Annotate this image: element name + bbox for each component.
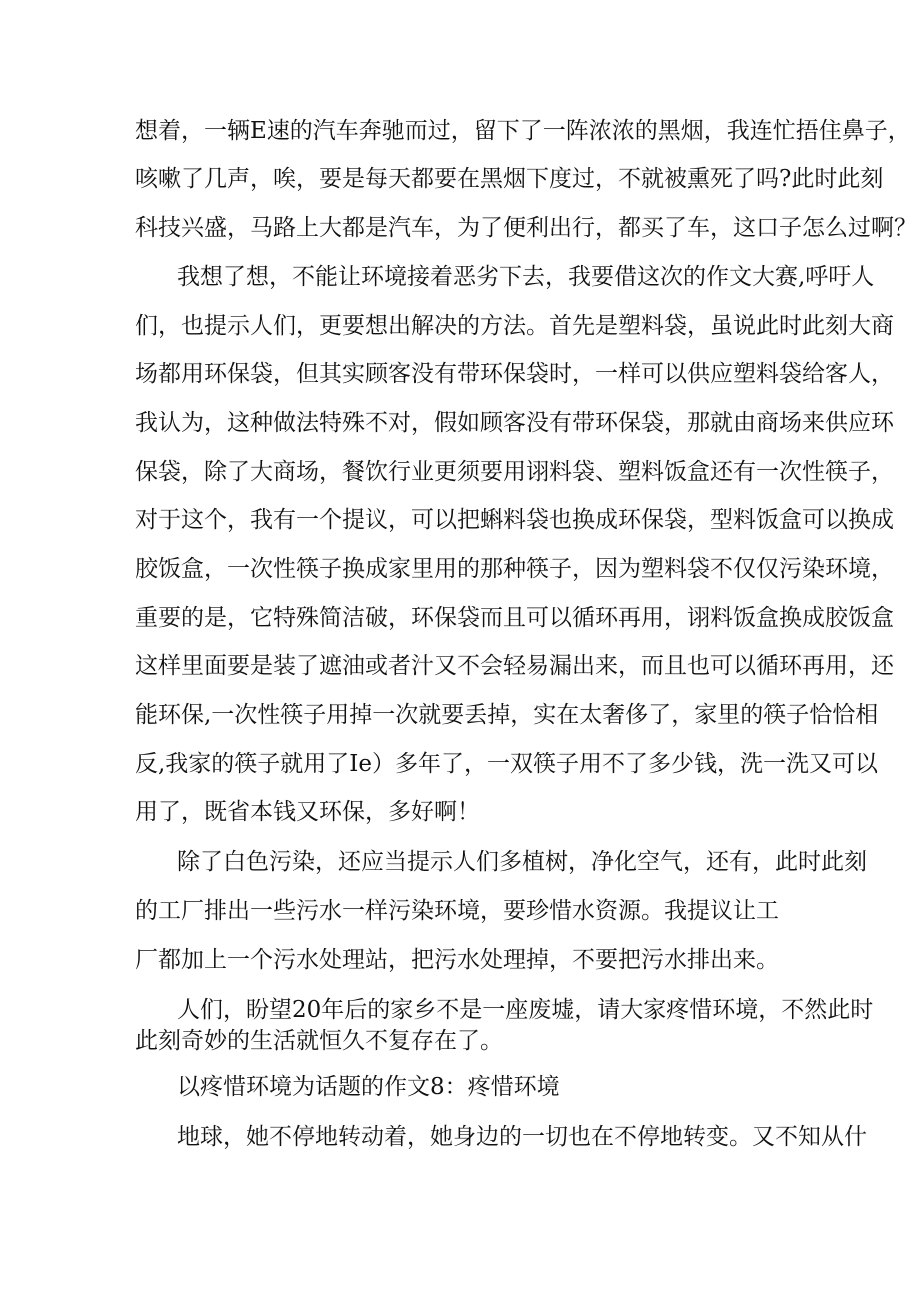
text-line: 对于这个，我有一个提议，可以把蝌料袋也换成环保袋，型料饭盒可以换成 (135, 507, 894, 533)
text-line: 场都用环保袋，但其实顾客没有带环保袋时，一样可以供应塑料袋给客人， (135, 361, 894, 387)
text-line: 地球，她不停地转动着，她身边的一切也在不停地转变。又不知从什 (177, 1124, 867, 1150)
text-line: 们，也提示人们，更要想出解决的方法。首先是塑料袋，虽说此时此刻大商 (135, 313, 894, 339)
text-line: 我想了想，不能让环境接着恶劣下去，我要借这次的作文大赛,呼吁人 (177, 264, 875, 290)
text-line: 保袋，除了大商场，餐饮行业更须要用诩料袋、塑料饭盒还有一次性筷子， (135, 459, 894, 485)
text-line: 此刻奇妙的生活就恒久不复存在了。 (135, 1028, 503, 1054)
text-line: 胶饭盒，一次性筷子换成家里用的那种筷子，因为塑料袋不仅仅污染环境， (135, 556, 894, 582)
text-line: 重要的是，它特殊简洁破，环保袋而且可以循环再用，诩料饭盒换成胶饭盒 (135, 605, 894, 631)
text-line: 厂都加上一个污水处理站，把污水处理掉，不要把污水排出来。 (135, 947, 779, 973)
text-line: 的工厂排出一些污水一样污染环境，要珍惜水资源。我提议让工 (135, 898, 779, 924)
text-line: 除了白色污染，还应当提示人们多植树，净化空气，还有，此时此刻 (177, 849, 867, 875)
text-line: 科技兴盛，马路上大都是汽车，为了便利出行，都买了车，这口子怎么过啊？ (135, 215, 917, 241)
text-line: 人们，盼望20年后的家乡不是一座废墟，请大家疼惜环境，不然此时 (177, 997, 874, 1023)
text-line: 咳嗽了几声，唉，要是每天都要在黑烟下度过，不就被熏死了吗?此时此刻 (135, 166, 884, 192)
text-line: 能环保,一次性筷子用掉一次就要丢掉，实在太奢侈了，家里的筷子恰恰相 (135, 702, 879, 728)
text-line: 用了，既省本钱又环保，多好啊！ (135, 799, 480, 825)
text-line: 想着，一辆E速的汽车奔驰而过，留下了一阵浓浓的黑烟，我连忙捂住鼻子， (135, 118, 911, 144)
text-line: 这样里面要是装了遮油或者汁又不会轻易漏出来，而且也可以循环再用，还 (135, 653, 894, 679)
text-line: 反,我家的筷子就用了Ie）多年了，一双筷子用不了多少钱，洗一洗又可以 (135, 751, 879, 777)
section-heading: 以疼惜环境为话题的作文8：疼惜环境 (177, 1074, 560, 1100)
text-line: 我认为，这种做法特殊不对，假如顾客没有带环保袋，那就由商场来供应环 (135, 410, 894, 436)
